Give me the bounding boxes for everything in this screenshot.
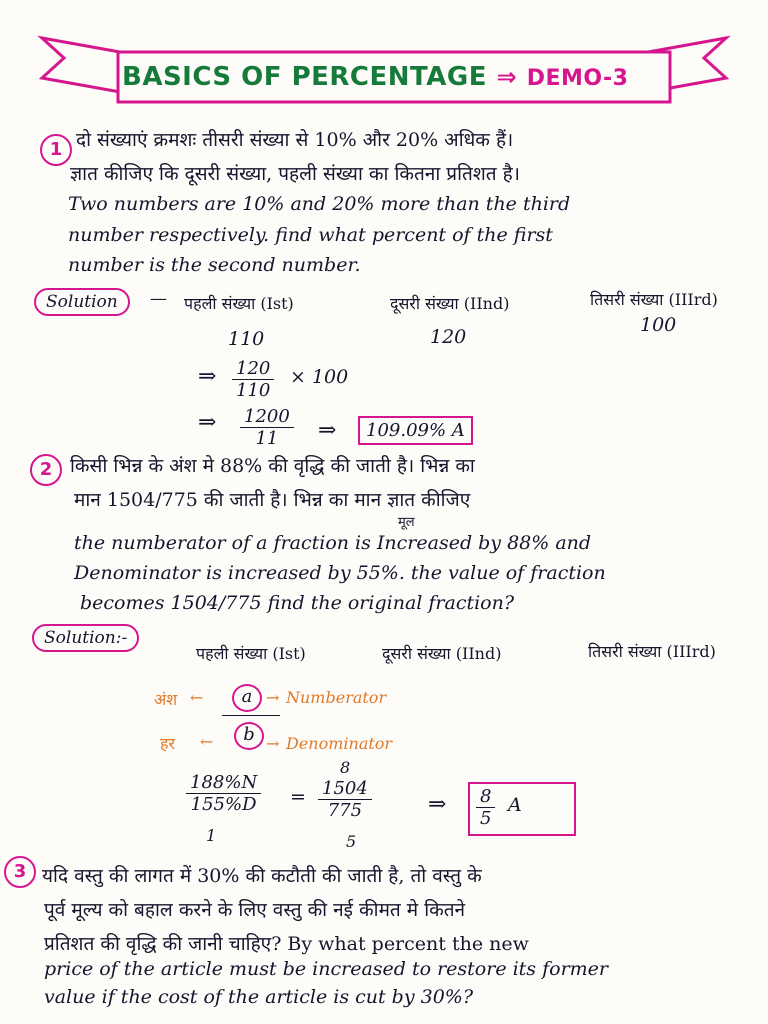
q3-en-line2: value if the cost of the article is cut by 30%? xyxy=(44,986,474,1008)
q2-third-label: तिसरी संख्या (IIIrd) xyxy=(588,642,716,661)
har-label: हर xyxy=(160,734,176,753)
q2-rhs-fraction xyxy=(318,778,372,821)
q1-solution-dash: — xyxy=(150,289,167,309)
q1-step1-arrow: ⇒ xyxy=(198,364,217,389)
q1-step2-arrow: ⇒ xyxy=(198,410,217,435)
q1-step1-num: 120 xyxy=(232,358,274,380)
title-arrow: ⇒ xyxy=(496,63,518,91)
q2-hindi-line1: किसी भिन्न के अंश मे 88% की वृद्धि की जाती है। भिन्न का xyxy=(70,455,475,477)
q2-en-line1: the numberator of a fraction is Increased by 88% and xyxy=(74,532,592,554)
har-arrow-left: ← xyxy=(200,732,214,751)
numerator-label: Numberator xyxy=(286,688,387,707)
denominator-label: Denominator xyxy=(286,734,393,753)
q2-first-label: पहली संख्या (Ist) xyxy=(196,644,306,663)
q1-step2-arrow2: ⇒ xyxy=(318,418,337,443)
question-3-number: 3 xyxy=(4,856,36,888)
q2-ans-num: 8 xyxy=(476,786,495,808)
q2-rhs-den: 775 xyxy=(327,800,363,821)
q3-hindi-line2: पूर्व मूल्य को बहाल करने के लिए वस्तु की नई कीमत मे कितने xyxy=(44,899,466,921)
denominator-arrow: → xyxy=(266,734,280,753)
title-banner xyxy=(0,0,768,120)
q3-hindi-line3: प्रतिशत की वृद्धि की जानी चाहिए? By what percent the new xyxy=(44,933,529,955)
var-a: a xyxy=(232,684,262,712)
ansh-arrow-left: ← xyxy=(190,688,204,707)
ab-fraction-bar xyxy=(222,715,280,716)
ansh-label: अंश xyxy=(154,690,178,709)
q3-en-line1: price of the article must be increased to restore its former xyxy=(44,958,608,980)
q1-step1-den: 110 xyxy=(236,380,271,401)
q2-lhs-fraction xyxy=(186,772,261,815)
q1-solution-label: Solution xyxy=(34,288,130,316)
page-title xyxy=(122,62,682,92)
q1-second-value: 120 xyxy=(430,326,467,348)
question-1-number: 1 xyxy=(40,134,72,166)
q2-lhs-num: 188%N xyxy=(186,772,261,794)
q3-hindi-line1: यदि वस्तु की लागत में 30% की कटौती की जाती है, तो वस्तु के xyxy=(42,865,482,887)
q1-en-line3: number is the second number. xyxy=(68,254,361,276)
q2-lhs-den: 155%D xyxy=(190,794,257,815)
q2-hindi-line2: मान 1504/775 की जाती है। भिन्न का मान ज्ञात कीजिए xyxy=(74,489,471,511)
q1-hindi-line1: दो संख्याएं क्रमशः तीसरी संख्या से 10% और 20% अधिक हैं। xyxy=(76,129,514,151)
q1-third-label: तिसरी संख्या (IIIrd) xyxy=(590,290,718,309)
numerator-arrow: → xyxy=(266,688,280,707)
var-b: b xyxy=(234,722,264,750)
q1-step2-num: 1200 xyxy=(240,406,294,428)
title-main: BASICS OF PERCENTAGE xyxy=(122,62,487,92)
q1-third-value: 100 xyxy=(640,314,677,336)
q1-first-value: 110 xyxy=(228,328,265,350)
q2-en-line2: Denominator is increased by 55%. the value of fraction xyxy=(74,562,606,584)
q2-rhs-bottom-cancel: 5 xyxy=(346,832,357,851)
q1-hindi-line2: ज्ञात कीजिए कि दूसरी संख्या, पहली संख्या का कितना प्रतिशत है। xyxy=(70,163,520,185)
q2-rhs-top-cancel: 8 xyxy=(340,758,351,777)
q2-equals: = xyxy=(290,786,306,808)
q2-second-label: दूसरी संख्या (IInd) xyxy=(382,644,502,663)
q2-ans-suffix: A xyxy=(508,794,522,816)
question-2-number: 2 xyxy=(30,454,62,486)
q1-en-line2: number respectively. find what percent of the first xyxy=(68,224,553,246)
q2-answer-fraction xyxy=(476,786,495,829)
title-demo: DEMO-3 xyxy=(526,66,629,91)
q2-lhs-cancel: 1 xyxy=(206,826,217,845)
q2-arrow: ⇒ xyxy=(428,792,447,817)
q2-solution-label: Solution:- xyxy=(32,624,139,652)
q2-en-line3: becomes 1504/775 find the original fraction? xyxy=(80,592,515,614)
q1-answer-box: 109.09% A xyxy=(358,416,473,445)
q1-step1-fraction xyxy=(232,358,274,401)
q2-rhs-num: 1504 xyxy=(318,778,372,800)
q1-second-label: दूसरी संख्या (IInd) xyxy=(390,294,510,313)
q1-step1-mult: × 100 xyxy=(290,366,349,388)
q2-ans-den: 5 xyxy=(480,808,492,829)
q1-step2-den: 11 xyxy=(255,428,279,449)
q1-first-label: पहली संख्या (Ist) xyxy=(184,294,294,313)
q1-en-line1: Two numbers are 10% and 20% more than the third xyxy=(68,193,571,215)
q2-hindi-insert: मूल xyxy=(398,515,415,530)
q1-step2-fraction xyxy=(240,406,294,449)
